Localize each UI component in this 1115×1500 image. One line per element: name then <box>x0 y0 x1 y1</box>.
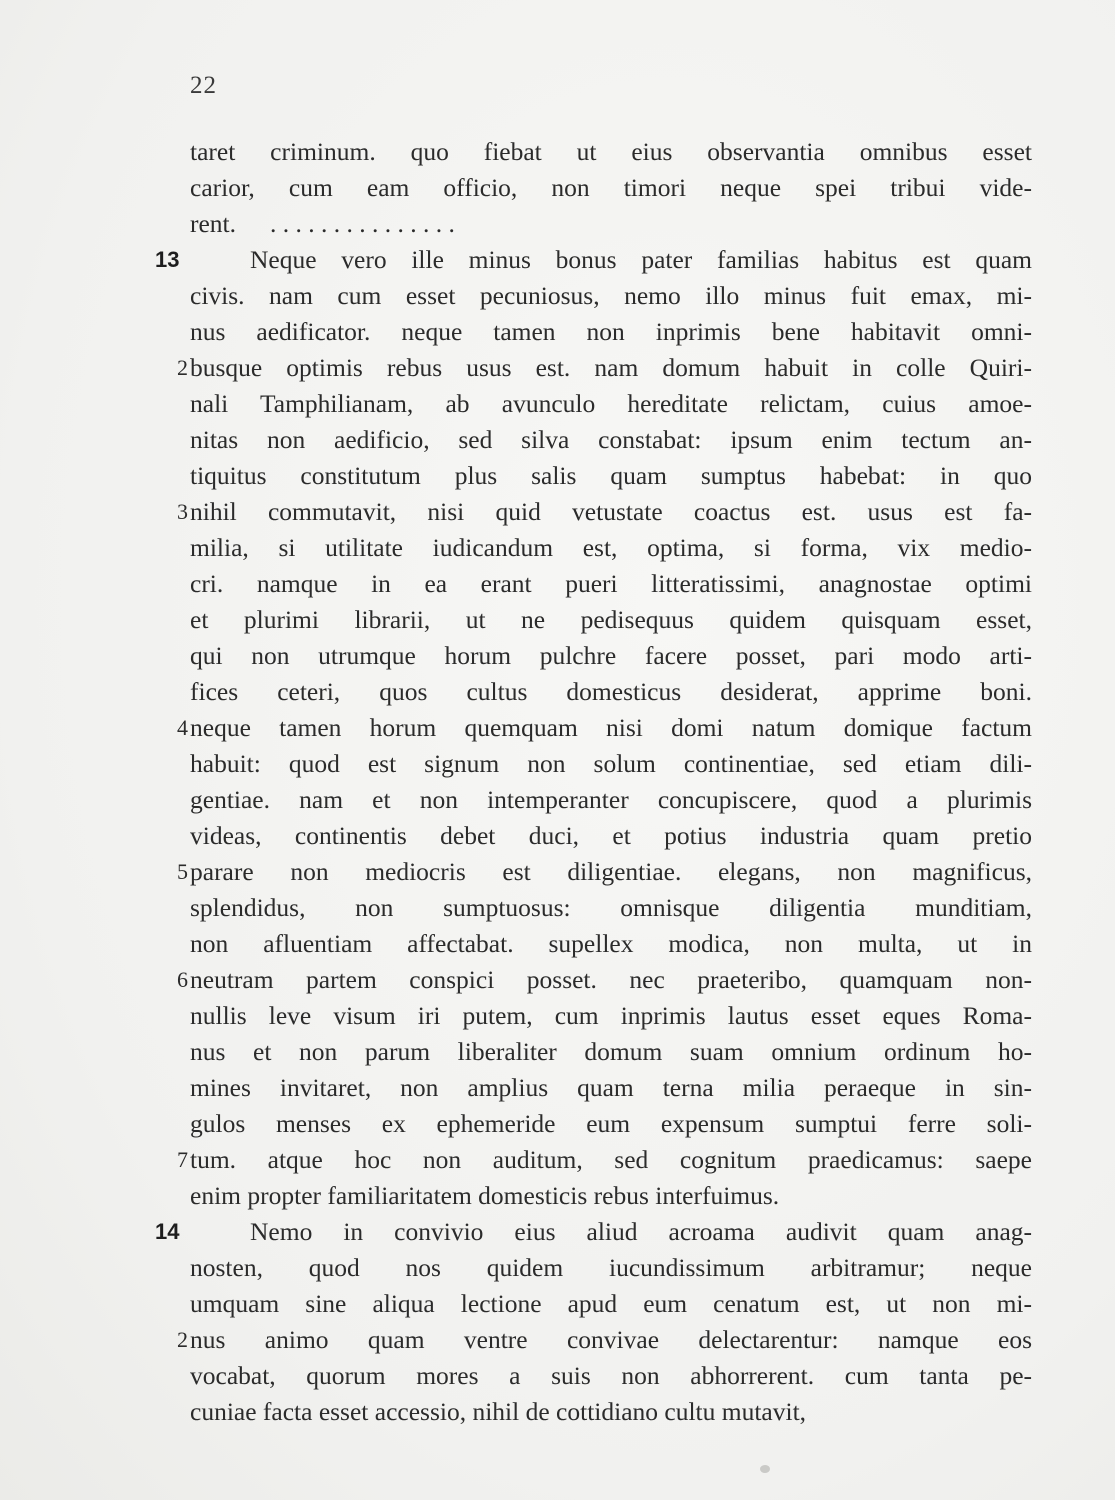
text-line: nus et non parum liberaliter domum suam omnium ordinum ho- <box>190 1037 1032 1066</box>
text-line: nullis leve visum iri putem, cum inprimis lautus esset eques Roma- <box>190 1001 1032 1030</box>
text-line: milia, si utilitate iudicandum est, optima, si forma, vix medio- <box>190 533 1032 562</box>
text-line: nosten, quod nos quidem iucundissimum arbitramur; neque <box>190 1253 1032 1282</box>
section-number: 2 <box>177 1327 188 1352</box>
text-line: splendidus, non sumptuosus: omnisque diligentia munditiam, <box>190 893 1032 922</box>
text-line: Neque vero ille minus bonus pater familias habitus est quam <box>250 245 1032 274</box>
text-line: nitas non aedificio, sed silva constabat: ipsum enim tectum an- <box>190 425 1032 454</box>
text-line: gulos menses ex ephemeride eum expensum sumptui ferre soli- <box>190 1109 1032 1138</box>
page-number: 22 <box>190 72 217 99</box>
text-line <box>190 206 1032 242</box>
text-line-word: rent. <box>190 209 237 238</box>
text-line: videas, continentis debet duci, et potius industria quam pretio <box>190 821 1032 850</box>
text-line: tum. atque hoc non auditum, sed cognitum praedicamus: saepe <box>190 1145 1032 1174</box>
section-number: 2 <box>177 355 188 380</box>
section-number: 3 <box>177 499 188 524</box>
text-line: mines invitaret, non amplius quam terna milia peraeque in sin- <box>190 1073 1032 1102</box>
text-line: nus animo quam ventre convivae delectarentur: namque eos <box>190 1325 1032 1354</box>
text-line: et plurimi librarii, ut ne pedisequus quidem quisquam esset, <box>190 605 1032 634</box>
text-line: neutram partem conspici posset. nec praeteribo, quamquam non- <box>190 965 1032 994</box>
paper-speck <box>760 1465 770 1473</box>
text-line: parare non mediocris est diligentiae. elegans, non magnificus, <box>190 857 1032 886</box>
text-line: cuniae facta esset accessio, nihil de cottidiano cultu mutavit, <box>190 1397 807 1426</box>
text-line: Nemo in convivio eius aliud acroama audivit quam anag- <box>250 1217 1032 1246</box>
section-number: 5 <box>177 859 188 884</box>
text-line: nali Tamphilianam, ab avunculo hereditate relictam, cuius amoe- <box>190 389 1032 418</box>
section-number: 7 <box>177 1147 188 1172</box>
text-line: enim propter familiaritatem domesticis rebus interfuimus. <box>190 1181 780 1210</box>
chapter-number: 14 <box>155 1219 180 1244</box>
chapter-number: 13 <box>155 247 180 272</box>
text-line: nihil commutavit, nisi quid vetustate coactus est. usus est fa- <box>190 497 1032 526</box>
text-line: non afluentiam affectabat. supellex modica, non multa, ut in <box>190 929 1032 958</box>
text-line: fices ceteri, quos cultus domesticus desiderat, apprime boni. <box>190 677 1032 706</box>
text-line: gentiae. nam et non intemperanter concupiscere, quod a plurimis <box>190 785 1032 814</box>
section-number: 4 <box>177 715 188 740</box>
text-line: qui non utrumque horum pulchre facere posset, pari modo arti- <box>190 641 1032 670</box>
text-line: taret criminum. quo fiebat ut eius observantia omnibus esset <box>190 137 1032 166</box>
text-line: umquam sine aliqua lectione apud eum cenatum est, ut non mi- <box>190 1289 1032 1318</box>
text-line: neque tamen horum quemquam nisi domi natum domique factum <box>190 713 1032 742</box>
dot-leader: . . . . . . . . . . . . . . . <box>270 209 455 238</box>
text-line: civis. nam cum esset pecuniosus, nemo illo minus fuit emax, mi- <box>190 281 1032 310</box>
section-number: 6 <box>177 967 188 992</box>
text-line: habuit: quod est signum non solum continentiae, sed etiam dili- <box>190 749 1032 778</box>
text-line: tiquitus constitutum plus salis quam sumptus habebat: in quo <box>190 461 1032 490</box>
text-line: carior, cum eam officio, non timori neque spei tribui vide- <box>190 173 1032 202</box>
text-line: vocabat, quorum mores a suis non abhorrerent. cum tanta pe- <box>190 1361 1032 1390</box>
text-line: cri. namque in ea erant pueri litteratissimi, anagnostae optimi <box>190 569 1032 598</box>
text-line: nus aedificator. neque tamen non inprimis bene habitavit omni- <box>190 317 1032 346</box>
text-line: busque optimis rebus usus est. nam domum habuit in colle Quiri- <box>190 353 1032 382</box>
